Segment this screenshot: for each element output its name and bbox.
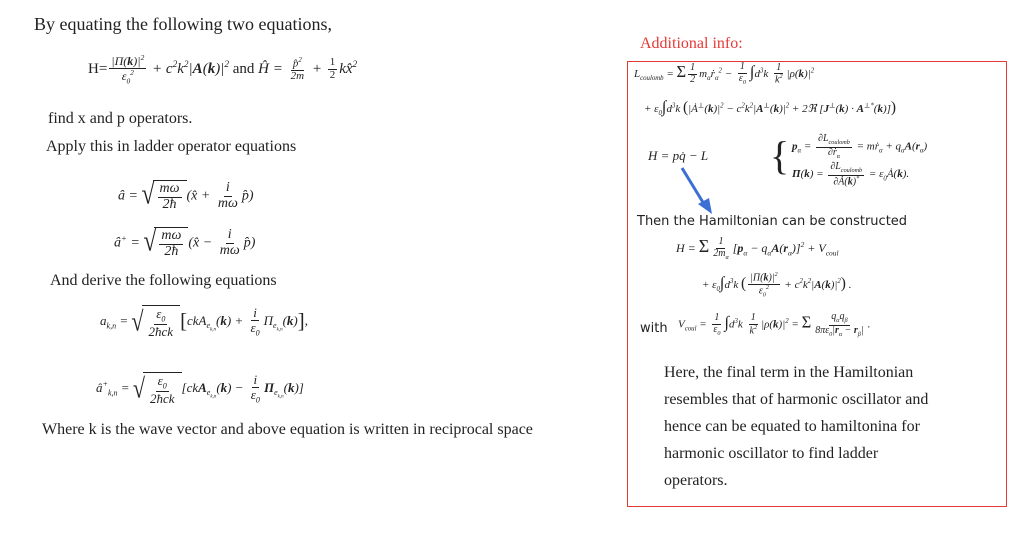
conclusion-line-1: Here, the final term in the Hamiltonian <box>664 364 914 381</box>
coulomb-potential-eq: $V_{coul}$ = $\frac{1}{\varepsilon_0}$ $\int d^3k$ $\frac{1}{k^2}$ $|\rho(k)|^2 = \Sigma$ $\frac{q_\alpha q_\beta}{8\pi\varepsilon_0|r_\alpha - r_\beta|}$ . <box>678 311 871 338</box>
a-dagger-k-n-eq: $â^+_{k,n}$ = √ $\frac{\varepsilon_0}{\text{2ħck}}$ [ckA$_{e_{k,n}}$(k) − $\frac{i}{\varepsilon_0}$ $\Pi_{e_{k,n}}(k)$] <box>96 372 304 407</box>
conclusion-line-5: operators. <box>664 472 728 489</box>
conclusion-line-3: hence can be equated to hamiltonina for <box>664 418 920 435</box>
intro-text: By equating the following two equations, <box>34 14 332 34</box>
derive-text: And derive the following equations <box>50 272 277 289</box>
annihilation-operator-eq: â = √ $\frac{m\omega}{2ħ}$ (x̂ + $\frac{i}{m\omega}$ p̂) <box>118 178 254 212</box>
lagrangian-field-term: + $\varepsilon_0\int d^3k$ ($|Ȧ^\perp(k)|^2 - c^2k^2|A^\perp(k)|^2$ + 2ℜ [J⊥(k) · A⊥*(k)]) <box>644 97 897 118</box>
and-word: and <box>232 60 255 77</box>
down-arrow-icon <box>676 164 716 218</box>
coulomb-lagrangian-eq: $L_{coulomb} = \Sigma$ $\frac{1}{2}$ $m_\alpha ṙ_\alpha^2$ − $\frac{1}{\varepsilon_0}$ $\int d^3k$ $\frac{1}{k^2}$ $|\rho(k)|^2$ <box>634 61 815 86</box>
additional-info-title: Additional info: <box>640 35 743 52</box>
then-text: Then the Hamiltonian can be constructed <box>637 214 908 229</box>
conclusion-line-4: harmonic oscillator to find ladder <box>664 445 879 462</box>
conjugate-momenta-eqs: { $p_\alpha$ = $\frac{\partial L_{coulomb}}{\partial ṙ_\alpha}$ = mṙ$_\alpha$ + $q_\alpha A(r_\alpha)$ Π(k) = $\frac{\partial L_{coulomb}}{\partial Ȧ(k)^*}$ = $\varepsilon_0Ȧ(k)$. <box>770 133 928 187</box>
legendre-transform-eq: H = pq̇ − L <box>648 148 709 163</box>
where-k-text: Where k is the wave vector and above equation is written in reciprocal space <box>42 421 533 438</box>
apply-ladder-text: Apply this in ladder operator equations <box>46 138 297 155</box>
creation-operator-eq: â+ = √ $\frac{m\omega}{2ħ}$ (x̂ − $\frac{i}{m\omega}$ p̂) <box>114 225 256 259</box>
find-ops-text: find x and p operators. <box>48 110 193 127</box>
conclusion-line-2: resembles that of harmonic oscillator and <box>664 391 929 408</box>
hamiltonian-field-term: + $\varepsilon_0\int d^3k$ ( $\frac{|\Pi(k)|^2}{\varepsilon_0^2}$ + $c^2k^2|A(k)|^2$) . <box>702 271 852 299</box>
with-label: with <box>640 321 668 336</box>
a-k-n-eq: $a_{k,n}$ = √ $\frac{\varepsilon_0}{\text{2ħck}}$ [ckA$_{e_{k,n}}$(k) + $\frac{i}{\varepsilon_0}$ $\Pi_{e_{k,n}}(k)$], <box>100 305 308 340</box>
hamiltonian-equations: H= $\frac{|\Pi(k)|^2}{\varepsilon_0^2}$ + $c^2k^2|A(k)|^2$ and Ĥ = $\frac{p̂^2}{2m}$ + $\frac{1}{2}$ kx̂$^2$ <box>88 53 358 85</box>
hamiltonian-particles-eq: H = Σ $\frac{1}{2m_\alpha}$ $[p_\alpha - q_\alpha A(r_\alpha)]^2 + V_{coul}$ <box>676 236 839 261</box>
h-prefix: H= <box>88 60 108 77</box>
